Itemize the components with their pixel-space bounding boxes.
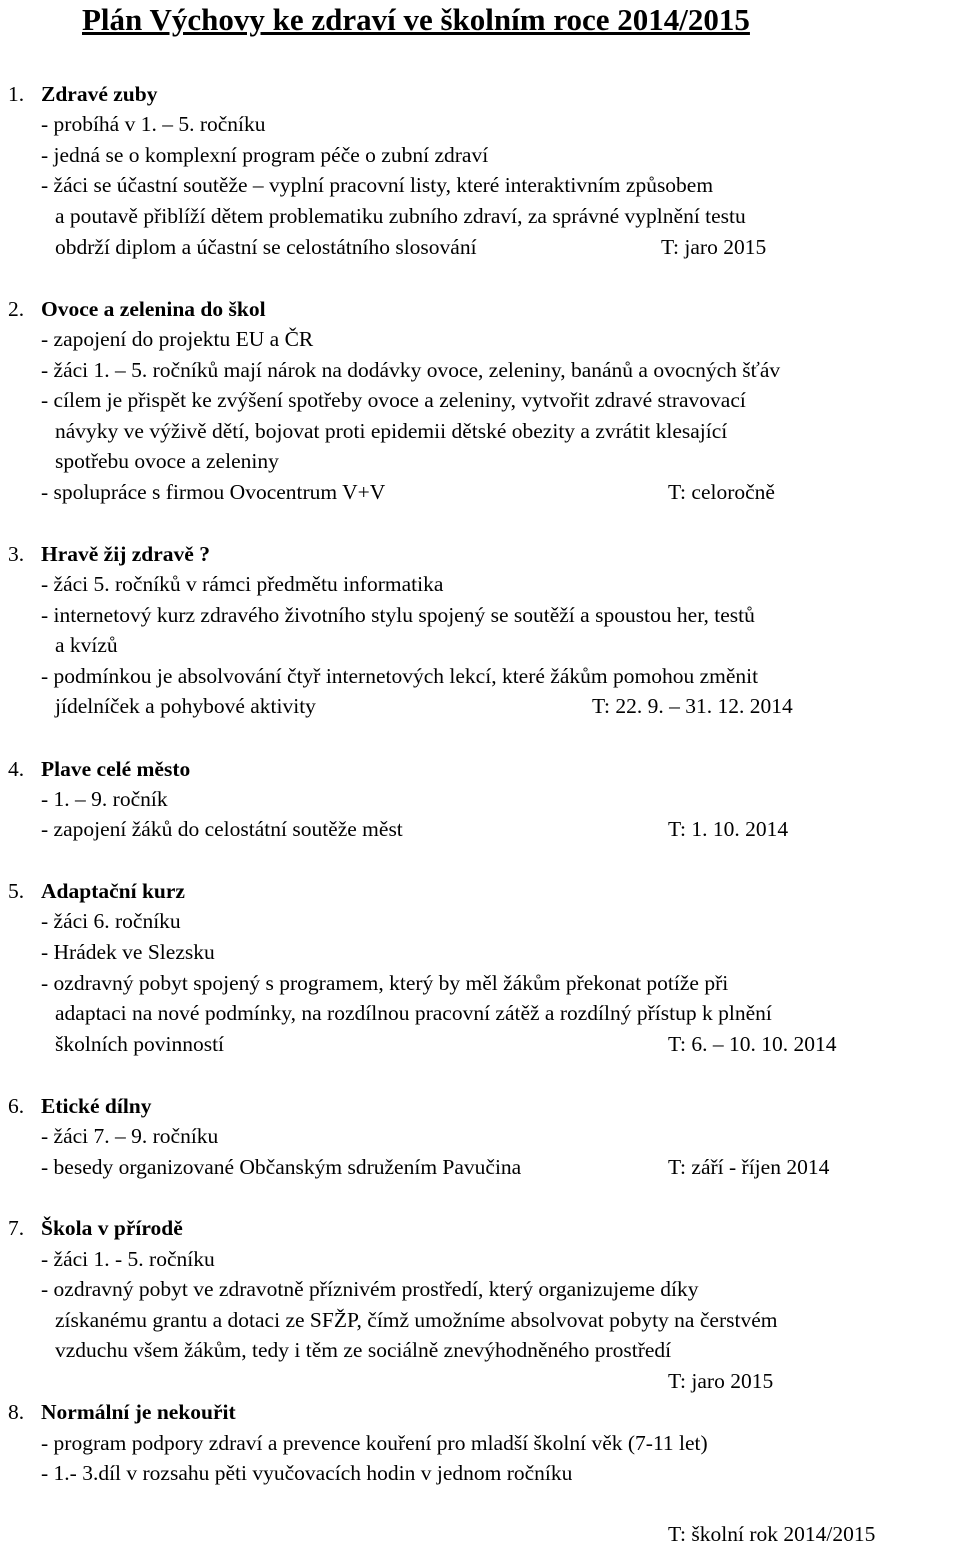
section-heading: Normální je nekouřit <box>41 1400 236 1424</box>
section-line: - program podpory zdraví a prevence kouření pro mladší školní věk (7-11 let) <box>41 1431 708 1455</box>
section-line: a kvízů <box>55 633 118 657</box>
section-number: 3. <box>8 542 25 566</box>
section-line: vzduchu všem žákům, tedy i těm ze sociálně znevýhodněného prostředí <box>55 1338 672 1362</box>
section-line: jídelníček a pohybové aktivity <box>55 694 316 718</box>
section-term: T: září - říjen 2014 <box>668 1155 830 1179</box>
section-number: 5. <box>8 879 25 903</box>
section-term: T: jaro 2015 <box>661 235 767 259</box>
section-line: - žáci 6. ročníku <box>41 909 181 933</box>
section-line: získanému grantu a dotaci ze SFŽP, čímž umožníme absolvovat pobyty na čerstvém <box>55 1308 778 1332</box>
section-line: - ozdravný pobyt ve zdravotně příznivém prostředí, který organizujeme díky <box>41 1277 699 1301</box>
section-term: T: školní rok 2014/2015 <box>668 1522 876 1546</box>
section-heading: Plave celé město <box>41 757 191 781</box>
section-term: T: celoročně <box>668 480 775 504</box>
section-line: - 1. – 9. ročník <box>41 787 168 811</box>
section-line: - zapojení do projektu EU a ČR <box>41 327 314 351</box>
section-line: - Hrádek ve Slezsku <box>41 940 215 964</box>
section-line: - zapojení žáků do celostátní soutěže měst <box>41 817 403 841</box>
section-line: - podmínkou je absolvování čtyř internetových lekcí, které žákům pomohou změnit <box>41 664 759 688</box>
section-line: - žáci 5. ročníků v rámci předmětu informatika <box>41 572 444 596</box>
section-heading: Etické dílny <box>41 1094 152 1118</box>
section-line: školních povinností <box>55 1032 225 1056</box>
section-heading: Zdravé zuby <box>41 82 158 106</box>
section-number: 2. <box>8 297 25 321</box>
section-term: T: jaro 2015 <box>668 1369 774 1393</box>
section-line: obdrží diplom a účastní se celostátního slosování <box>55 235 477 259</box>
section-line: - žáci 1. - 5. ročníku <box>41 1247 215 1271</box>
section-term: T: 22. 9. – 31. 12. 2014 <box>592 694 793 718</box>
document-title: Plán Výchovy ke zdraví ve školním roce 2014/2015 <box>82 2 750 37</box>
section-term: T: 6. – 10. 10. 2014 <box>668 1032 837 1056</box>
section-line: - ozdravný pobyt spojený s programem, který by měl žákům překonat potíže při <box>41 971 729 995</box>
section-line: - žáci 7. – 9. ročníku <box>41 1124 219 1148</box>
section-heading: Ovoce a zelenina do škol <box>41 297 266 321</box>
section-term: T: 1. 10. 2014 <box>668 817 789 841</box>
section-line: adaptaci na nové podmínky, na rozdílnou pracovní zátěž a rozdílný přístup k plnění <box>55 1001 772 1025</box>
section-line: - cílem je přispět ke zvýšení spotřeby ovoce a zeleniny, vytvořit zdravé stravovací <box>41 388 746 412</box>
section-heading: Hravě žij zdravě ? <box>41 542 210 566</box>
section-line: - žáci se účastní soutěže – vyplní pracovní listy, které interaktivním způsobem <box>41 173 714 197</box>
section-line: - jedná se o komplexní program péče o zubní zdraví <box>41 143 489 167</box>
section-line: spotřebu ovoce a zeleniny <box>55 449 279 473</box>
section-number: 6. <box>8 1094 25 1118</box>
section-number: 7. <box>8 1216 25 1240</box>
section-line: - žáci 1. – 5. ročníků mají nárok na dodávky ovoce, zeleniny, banánů a ovocných šťáv <box>41 358 781 382</box>
section-number: 1. <box>8 82 25 106</box>
section-line: a poutavě přiblíží dětem problematiku zubního zdraví, za správné vyplnění testu <box>55 204 746 228</box>
section-line: - internetový kurz zdravého životního stylu spojený se soutěží a spoustou her, testů <box>41 603 755 627</box>
section-line: - besedy organizované Občanským sdružením Pavučina <box>41 1155 522 1179</box>
section-number: 4. <box>8 757 25 781</box>
section-line: - spolupráce s firmou Ovocentrum V+V <box>41 480 386 504</box>
section-heading: Adaptační kurz <box>41 879 185 903</box>
section-line: - probíhá v 1. – 5. ročníku <box>41 112 266 136</box>
section-number: 8. <box>8 1400 25 1424</box>
section-line: návyky ve výživě dětí, bojovat proti epidemii dětské obezity a zvrátit klesající <box>55 419 728 443</box>
section-heading: Škola v přírodě <box>41 1216 183 1240</box>
section-line: - 1.- 3.díl v rozsahu pěti vyučovacích hodin v jednom ročníku <box>41 1461 573 1485</box>
